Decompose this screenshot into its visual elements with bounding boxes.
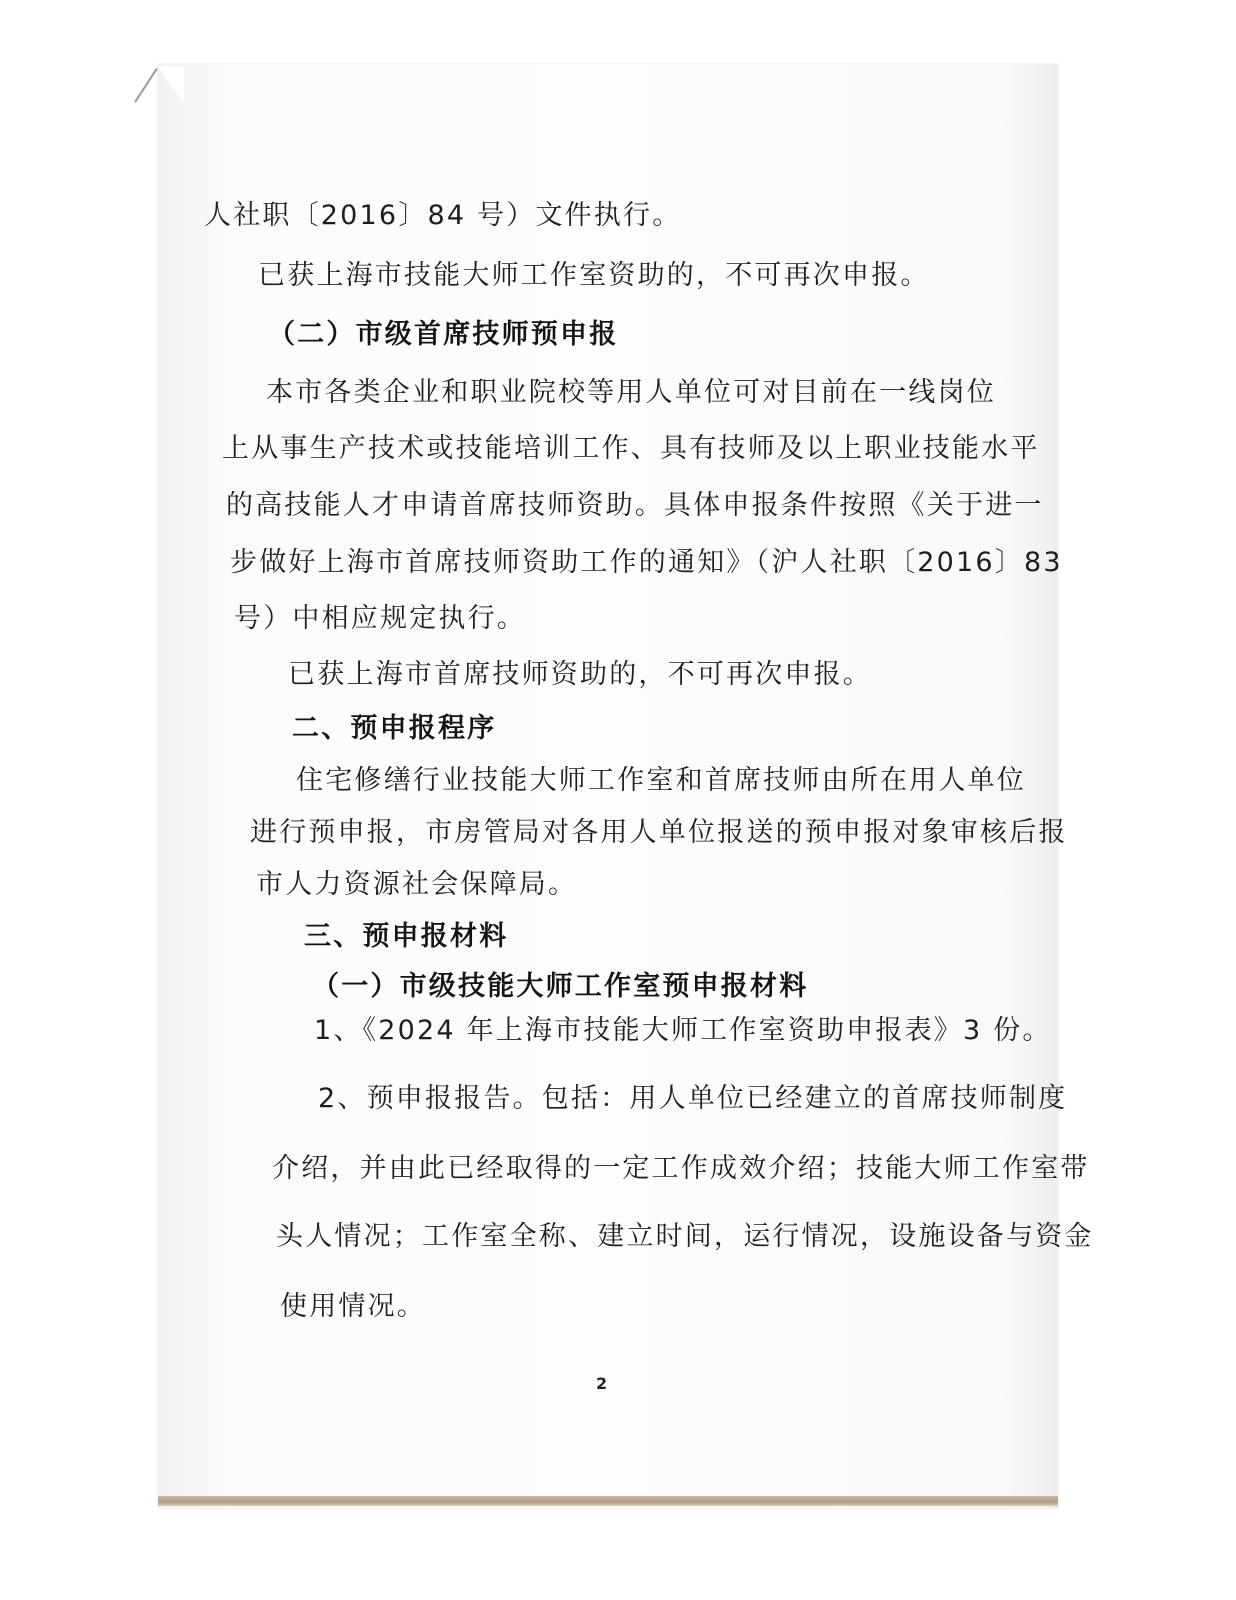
text-line: 已获上海市首席技师资助的，不可再次申报。 [288,659,872,690]
text-line: 人社职〔2016〕84 号）文件执行。 [204,200,682,231]
section-heading: （一）市级技能大师工作室预申报材料 [312,971,809,1002]
text-line: 已获上海市技能大师工作室资助的，不可再次申报。 [258,260,930,291]
text-line: 进行预申报，市房管局对各用人单位报送的预申报对象审核后报 [250,817,1068,848]
text-line: 使用情况。 [280,1291,426,1322]
text-line: 住宅修缮行业技能大师工作室和首席技师由所在用人单位 [296,765,1026,796]
page-bottom-edge [158,1496,1058,1506]
text-line: 上从事生产技术或技能培训工作、具有技师及以上职业技能水平 [222,433,1040,464]
text-line: 本市各类企业和职业院校等用人单位可对目前在一线岗位 [266,377,996,408]
text-line: 2、预申报报告。包括：用人单位已经建立的首席技师制度 [318,1083,1068,1114]
text-line: 1、《2024 年上海市技能大师工作室资助申报表》3 份。 [314,1015,1052,1046]
text-line: 市人力资源社会保障局。 [256,869,578,900]
section-heading: 三、预申报材料 [304,921,509,952]
text-line: 号）中相应规定执行。 [234,603,526,634]
text-line: 步做好上海市首席技师资助工作的通知》（沪人社职〔2016〕83 [230,547,1063,578]
folded-corner [158,66,184,104]
section-heading: （二）市级首席技师预申报 [268,319,619,350]
text-line: 的高技能人才申请首席技师资助。具体申报条件按照《关于进一 [226,490,1044,521]
section-heading: 二、预申报程序 [292,713,497,744]
corner-edge-line [134,68,157,103]
text-line: 头人情况；工作室全称、建立时间，运行情况，设施设备与资金 [276,1221,1094,1252]
text-line: 介绍，并由此已经取得的一定工作成效介绍；技能大师工作室带 [272,1153,1090,1184]
page-number: 2 [596,1374,608,1393]
